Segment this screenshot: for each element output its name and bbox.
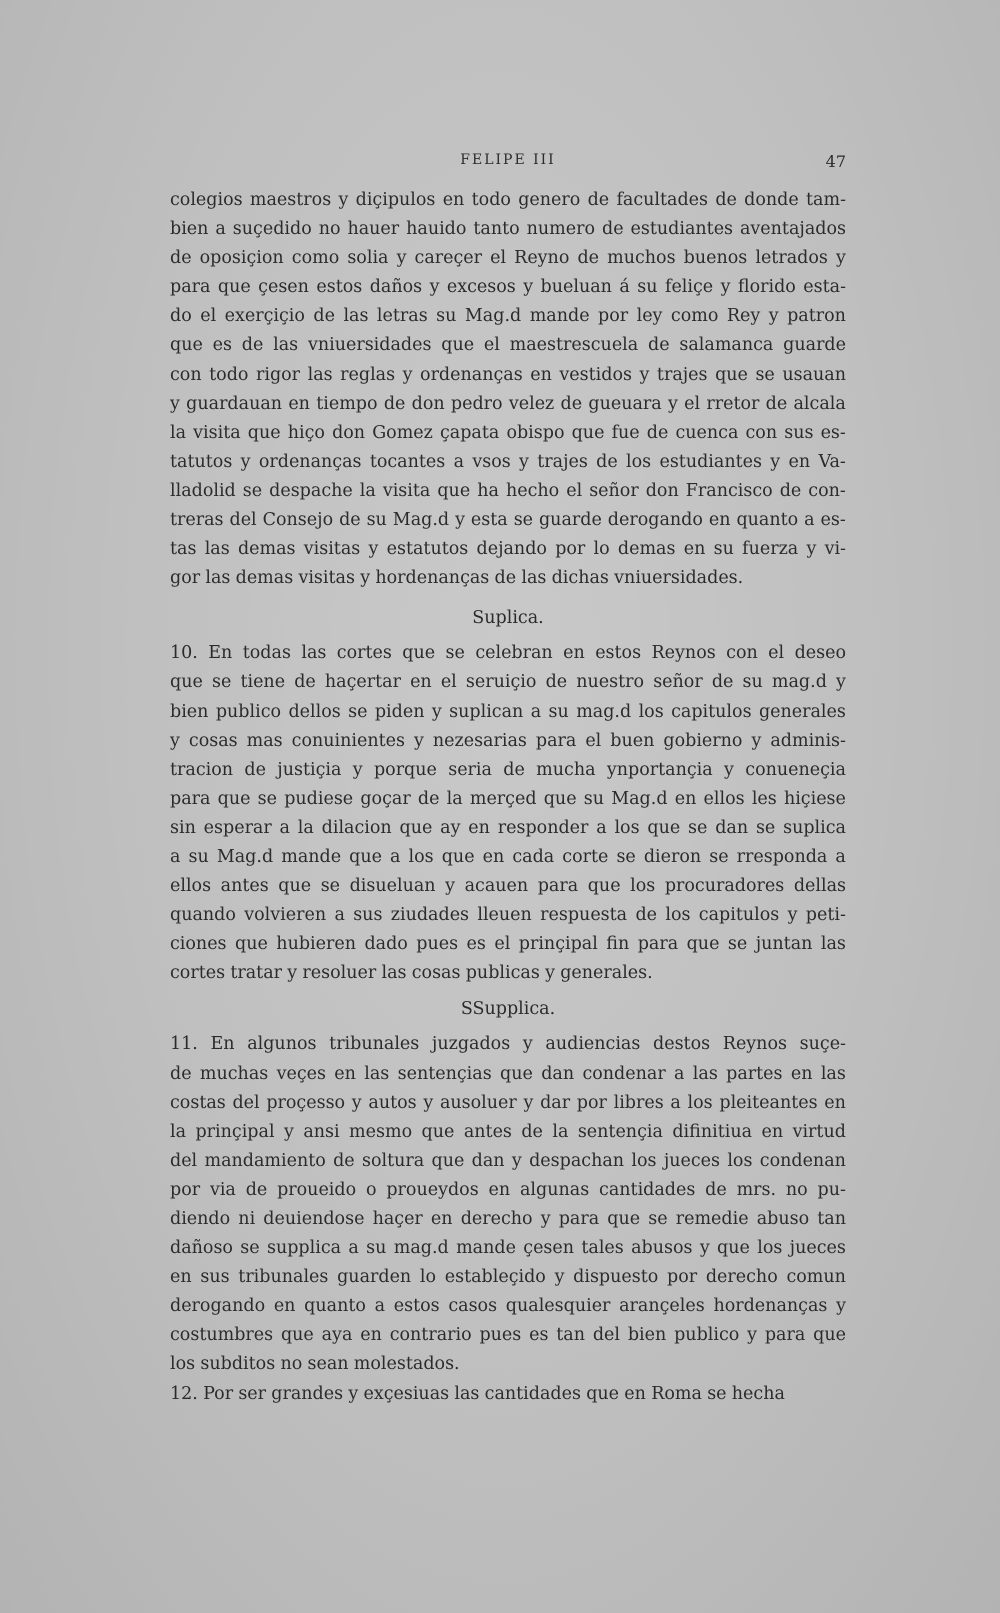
text-line: 10. En todas las cortes que se celebran en estos Reynos con el deseo	[170, 643, 846, 664]
text-line: sin esperar a la dilacion que ay en responder a los que se dan se suplica	[170, 817, 846, 838]
text-line: 12. Por ser grandes y exçesiuas las cantidades que en Roma se hecha	[170, 1383, 785, 1404]
text-line: bien a suçedido no hauer hauido tanto numero de estudiantes aventajados	[170, 219, 846, 240]
page-number: 47	[825, 152, 846, 171]
text-line: cortes tratar y resoluer las cosas publicas y generales.	[170, 963, 653, 984]
text-line: do el exerçiçio de las letras su Mag.d mande por ley como Rey y patron	[170, 306, 846, 327]
text-line: 11. En algunos tribunales juzgados y audiencias destos Reynos suçe-	[170, 1034, 846, 1055]
text-line: costumbres que aya en contrario pues es tan del bien publico y para que	[170, 1325, 846, 1346]
text-line: ciones que hubieren dado pues es el prinçipal fin para que se juntan las	[170, 934, 846, 955]
text-line: colegios maestros y diçipulos en todo genero de facultades de donde tam-	[170, 190, 846, 210]
text-line: a su Mag.d mande que a los que en cada corte se dieron se rresponda a	[170, 846, 846, 867]
text-line: bien publico dellos se piden y suplican a su mag.d los capitulos generales	[170, 701, 846, 722]
text-line: de oposiçion como solia y careçer el Reyno de muchos buenos letrados y	[170, 248, 846, 269]
text-line: tracion de justiçia y porque seria de mucha ynportançia y conueneçia	[170, 759, 846, 780]
running-head	[170, 152, 846, 178]
text-line: y cosas mas conuinientes y nezesarias para el buen gobierno y adminis-	[170, 730, 846, 751]
text-line: y guardauan en tiempo de don pedro velez de gueuara y el rretor de alcala	[170, 393, 846, 414]
text-line: con todo rigor las reglas y ordenanças en vestidos y trajes que se usauan	[170, 364, 846, 385]
text-line: lladolid se despache la visita que ha hecho el señor don Francisco de con-	[170, 480, 846, 501]
text-line: dañoso se supplica a su mag.d mande çesen tales abusos y que los jueces	[170, 1238, 846, 1259]
text-line: treras del Consejo de su Mag.d y esta se guarde derogando en quanto a es-	[170, 510, 846, 531]
paragraph	[170, 186, 846, 593]
text-line: del mandamiento de soltura que dan y despachan los jueces los condenan	[170, 1150, 846, 1171]
text-line: en sus tribunales guarden lo estableçido y dispuesto por derecho comun	[170, 1267, 846, 1288]
text-line: los subditos no sean molestados.	[170, 1354, 460, 1375]
text-line: para que se pudiese goçar de la merçed que su Mag.d en ellos les hiçiese	[170, 788, 846, 809]
section-heading: Suplica.	[472, 608, 544, 629]
section-heading: SSupplica.	[460, 999, 556, 1020]
text-line: que se tiene de haçertar en el seruiçio de nuestro señor de su mag.d y	[170, 672, 846, 693]
text-line: costas del proçesso y autos y ausoluer y dar por libres a los pleiteantes en	[170, 1092, 846, 1113]
text-line: la prinçipal y ansi mesmo que antes de la sentençia difinitiua en virtud	[170, 1121, 846, 1142]
text-line: gor las demas visitas y hordenanças de las dichas vniuersidades.	[170, 568, 744, 589]
text-line: ellos antes que se disueluan y acauen para que los procuradores dellas	[170, 876, 846, 897]
body-text	[170, 186, 846, 1409]
text-line: tas las demas visitas y estatutos dejando por lo demas en su fuerza y vi-	[170, 539, 846, 560]
text-line: tatutos y ordenanças tocantes a vsos y trajes de los estudiantes y en Va-	[170, 451, 846, 472]
text-line: diendo ni deuiendose haçer en derecho y para que se remedie abuso tan	[170, 1209, 846, 1229]
paragraph	[170, 1380, 846, 1409]
text-line: por via de proueido o proueydos en algunas cantidades de mrs. no pu-	[170, 1179, 846, 1200]
text-line: para que çesen estos daños y excesos y bueluan á su feliçe y florido esta-	[170, 277, 846, 298]
paragraph	[170, 1030, 846, 1379]
text-line: quando volvieren a sus ziudades lleuen respuesta de los capitulos y peti-	[170, 905, 846, 926]
text-line: de muchas veçes en las sentençias que dan condenar a las partes en las	[170, 1063, 846, 1084]
running-title: FELIPE III	[460, 152, 556, 168]
text-line: la visita que hiço don Gomez çapata obispo que fue de cuenca con sus es-	[170, 422, 846, 443]
text-line: derogando en quanto a estos casos qualesquier arançeles hordenanças y	[170, 1296, 846, 1317]
text-line: que es de las vniuersidades que el maestrescuela de salamanca guarde	[170, 335, 846, 356]
paragraph	[170, 639, 846, 988]
